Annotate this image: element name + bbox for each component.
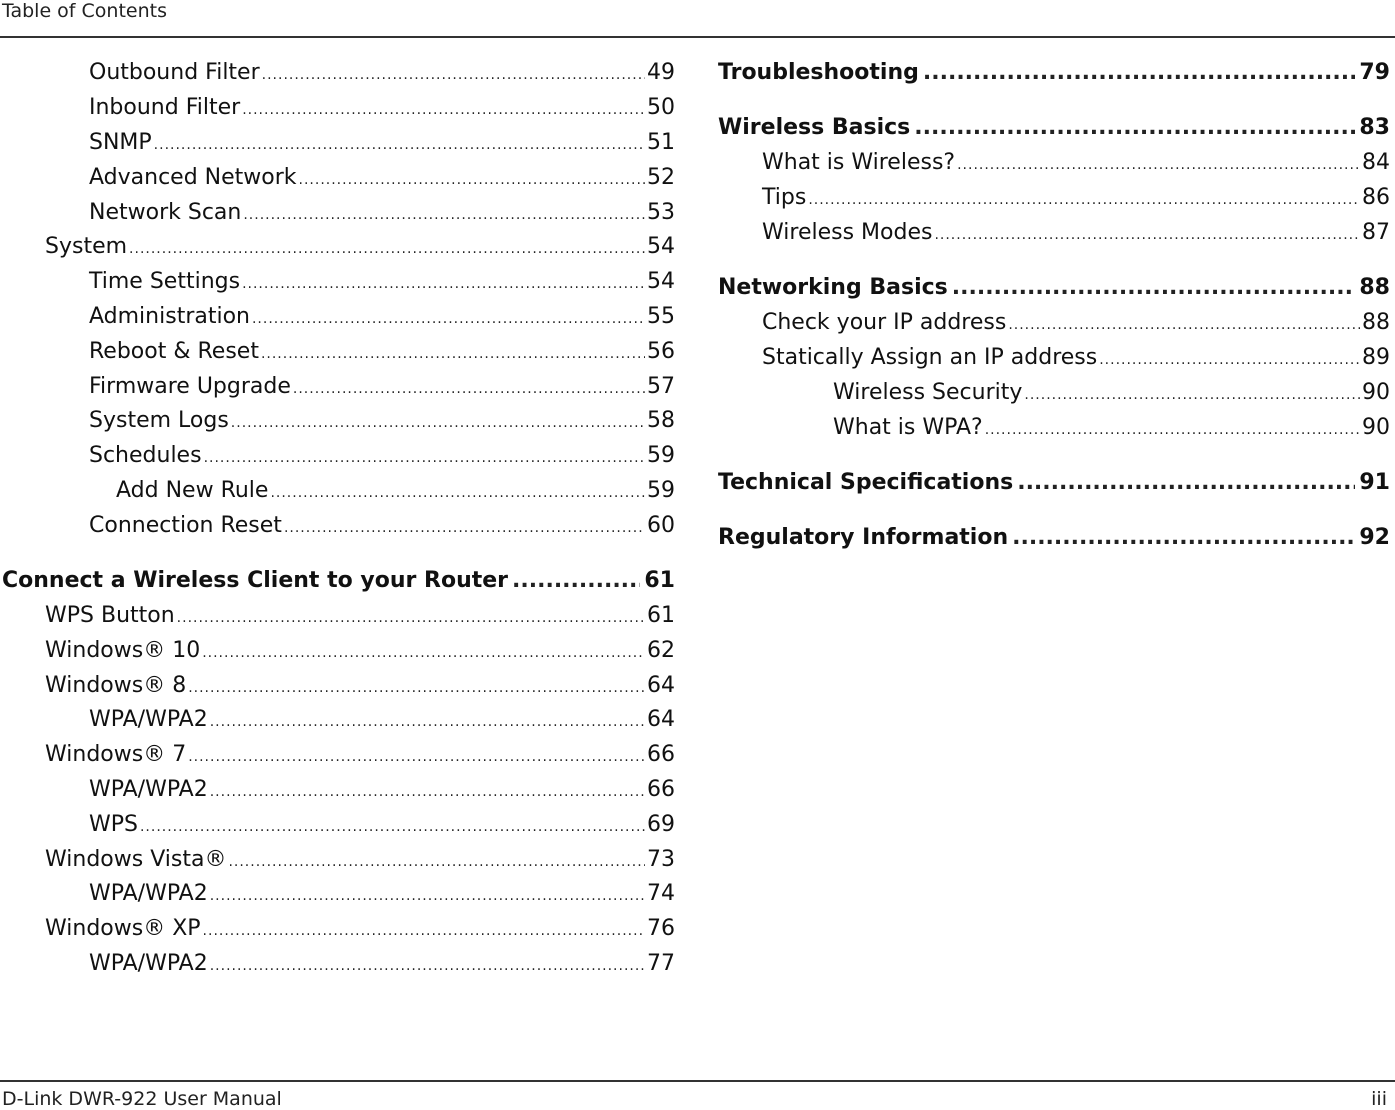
toc-entry-page: 64 [647,673,675,698]
toc-entry-title: Troubleshooting [718,60,919,85]
toc-entry-wps-button[interactable] [0,602,675,632]
toc-entry-system[interactable] [0,233,675,263]
toc-entry-windows-xp[interactable] [0,915,675,945]
toc-entry-time-settings[interactable] [0,268,675,298]
toc-entry-page: 76 [647,916,675,941]
toc-entry-title: Add New Rule [116,478,269,503]
toc-entry-title: Connect a Wireless Client to your Router [2,568,509,593]
toc-leader-dots [210,952,645,980]
toc-entry-tips[interactable] [718,184,1390,214]
toc-leader-dots [1099,346,1360,374]
toc-entry-page: 90 [1362,380,1390,405]
toc-entry-title: Windows Vista® [45,847,227,872]
toc-entry-networking-basics[interactable] [718,274,1390,302]
toc-leader-dots [1024,381,1360,409]
toc-entry-page: 60 [647,513,675,538]
toc-entry-connect-wireless-client[interactable] [0,567,675,595]
toc-entry-title: Time Settings [89,269,241,294]
toc-entry-title: Inbound Filter [89,95,241,120]
header-rule [0,36,1395,38]
toc-entry-inbound-filter[interactable] [0,94,675,124]
toc-entry-title: WPA/WPA2 [89,777,208,802]
toc-entry-page: 69 [647,812,675,837]
toc-entry-title: System [45,234,128,259]
toc-entry-connection-reset[interactable] [0,512,675,542]
toc-entry-title: Windows® XP [45,916,201,941]
toc-leader-dots [231,409,645,437]
toc-entry-title: Check your IP address [762,310,1007,335]
page-header-title: Table of Contents [2,0,167,22]
toc-entry-page: 84 [1362,150,1390,175]
toc-entry-check-ip-address[interactable] [718,309,1390,339]
toc-leader-dots [243,201,645,229]
toc-entry-windows-8[interactable] [0,672,675,702]
toc-entry-page: 51 [647,130,675,155]
toc-entry-title: Reboot & Reset [89,339,259,364]
toc-leader-dots [270,479,645,507]
toc-entry-windows-vista[interactable] [0,846,675,876]
toc-leader-dots [934,221,1360,249]
toc-entry-title: Wireless Basics [718,115,911,140]
toc-entry-title: Network Scan [89,200,242,225]
toc-leader-dots [242,270,645,298]
toc-entry-page: 61 [647,603,675,628]
toc-entry-title: Wireless Modes [762,220,933,245]
toc-entry-title: What is Wireless? [762,150,956,175]
toc-entry-title: Administration [89,304,250,329]
toc-entry-page: 50 [647,95,675,120]
toc-entry-page: 59 [647,443,675,468]
toc-entry-page: 49 [647,60,675,85]
toc-leader-dots [252,305,645,333]
toc-leader-dots [262,61,645,89]
toc-entry-advanced-network[interactable] [0,164,675,194]
toc-entry-regulatory-information[interactable] [718,524,1390,552]
toc-entry-page: 74 [647,881,675,906]
toc-entry-page: 56 [647,339,675,364]
footer-manual-title: D-Link DWR-922 User Manual [2,1088,282,1110]
toc-entry-what-is-wpa[interactable] [718,414,1390,444]
toc-leader-dots [210,778,645,806]
toc-entry-page: 87 [1362,220,1390,245]
toc-entry-title: Wireless Security [833,380,1023,405]
toc-leader-dots [512,567,640,595]
toc-leader-dots [204,444,645,472]
toc-entry-page: 54 [647,269,675,294]
toc-entry-page: 92 [1359,525,1390,550]
toc-leader-dots [952,274,1356,302]
toc-entry-page: 58 [647,408,675,433]
toc-entry-title: Regulatory Information [718,525,1009,550]
toc-entry-reboot-reset[interactable] [0,338,675,368]
toc-entry-network-scan[interactable] [0,199,675,229]
toc-leader-dots [129,235,645,263]
toc-entry-title: Networking Basics [718,275,948,300]
toc-leader-dots [140,813,645,841]
toc-entry-outbound-filter[interactable] [0,59,675,89]
toc-entry-title: Tips [762,185,807,210]
toc-entry-page: 90 [1362,415,1390,440]
toc-leader-dots [299,166,645,194]
toc-leader-dots [1017,469,1355,497]
toc-entry-administration[interactable] [0,303,675,333]
toc-entry-page: 91 [1359,470,1390,495]
toc-entry-page: 86 [1362,185,1390,210]
toc-leader-dots [923,59,1355,87]
toc-leader-dots [177,604,645,632]
toc-entry-wpa-wpa2-w8[interactable] [0,706,675,736]
toc-entry-page: 54 [647,234,675,259]
toc-entry-title: WPS [89,812,138,837]
footer-page-number: iii [1371,1088,1387,1110]
toc-entry-page: 55 [647,304,675,329]
toc-entry-title: WPS Button [45,603,175,628]
toc-entry-page: 89 [1362,345,1390,370]
toc-entry-wireless-basics[interactable] [718,114,1390,142]
toc-entry-windows-10[interactable] [0,637,675,667]
toc-entry-schedules[interactable] [0,442,675,472]
toc-entry-page: 79 [1359,60,1390,85]
toc-entry-page: 66 [647,777,675,802]
toc-entry-page: 66 [647,742,675,767]
toc-entry-title: Firmware Upgrade [89,374,291,399]
toc-entry-page: 88 [1359,275,1390,300]
toc-entry-title: Connection Reset [89,513,282,538]
toc-entry-page: 57 [647,374,675,399]
toc-entry-page: 62 [647,638,675,663]
toc-entry-firmware-upgrade[interactable] [0,373,675,403]
toc-entry-title: Advanced Network [89,165,297,190]
toc-entry-title: Windows® 7 [45,742,187,767]
toc-entry-technical-specifications[interactable] [718,469,1390,497]
toc-entry-wireless-modes[interactable] [718,219,1390,249]
toc-entry-page: 88 [1362,310,1390,335]
toc-entry-wpa-wpa2-w7[interactable] [0,776,675,806]
toc-leader-dots [957,151,1360,179]
toc-leader-dots [1008,311,1360,339]
toc-leader-dots [210,708,645,736]
toc-leader-dots [293,375,645,403]
toc-entry-system-logs[interactable] [0,407,675,437]
toc-entry-title: SNMP [89,130,152,155]
toc-entry-wpa-wpa2-xp[interactable] [0,950,675,980]
toc-entry-title: Schedules [89,443,202,468]
toc-entry-page: 73 [647,847,675,872]
toc-leader-dots [914,114,1355,142]
toc-entry-add-new-rule[interactable] [0,477,675,507]
toc-entry-page: 59 [647,478,675,503]
toc-entry-page: 83 [1359,115,1390,140]
toc-entry-wpa-wpa2-vista[interactable] [0,880,675,910]
toc-entry-troubleshooting[interactable] [718,59,1390,87]
toc-leader-dots [154,131,645,159]
toc-leader-dots [188,743,645,771]
toc-entry-page: 52 [647,165,675,190]
toc-entry-title: What is WPA? [833,415,983,440]
toc-entry-statically-assign-ip[interactable] [718,344,1390,374]
toc-entry-title: Outbound Filter [89,60,260,85]
toc-leader-dots [808,186,1360,214]
toc-entry-title: Technical Specifications [718,470,1014,495]
toc-entry-wps-w7[interactable] [0,811,675,841]
footer-rule [0,1080,1395,1082]
toc-entry-what-is-wireless[interactable] [718,149,1390,179]
toc-entry-title: WPA/WPA2 [89,881,208,906]
toc-entry-title: Statically Assign an IP address [762,345,1098,370]
toc-leader-dots [203,917,645,945]
toc-entry-windows-7[interactable] [0,741,675,771]
toc-leader-dots [242,96,645,124]
toc-leader-dots [284,514,645,542]
toc-leader-dots [202,639,645,667]
toc-entry-page: 64 [647,707,675,732]
toc-entry-wireless-security[interactable] [718,379,1390,409]
toc-entry-page: 61 [644,568,675,593]
toc-leader-dots [228,848,645,876]
toc-entry-page: 77 [647,951,675,976]
toc-entry-title: Windows® 8 [45,673,187,698]
toc-entry-title: Windows® 10 [45,638,201,663]
toc-entry-snmp[interactable] [0,129,675,159]
toc-leader-dots [261,340,645,368]
toc-leader-dots [210,882,645,910]
toc-leader-dots [985,416,1360,444]
toc-entry-title: WPA/WPA2 [89,707,208,732]
toc-entry-page: 53 [647,200,675,225]
toc-entry-title: WPA/WPA2 [89,951,208,976]
toc-entry-title: System Logs [89,408,229,433]
toc-leader-dots [188,674,645,702]
toc-leader-dots [1012,524,1355,552]
